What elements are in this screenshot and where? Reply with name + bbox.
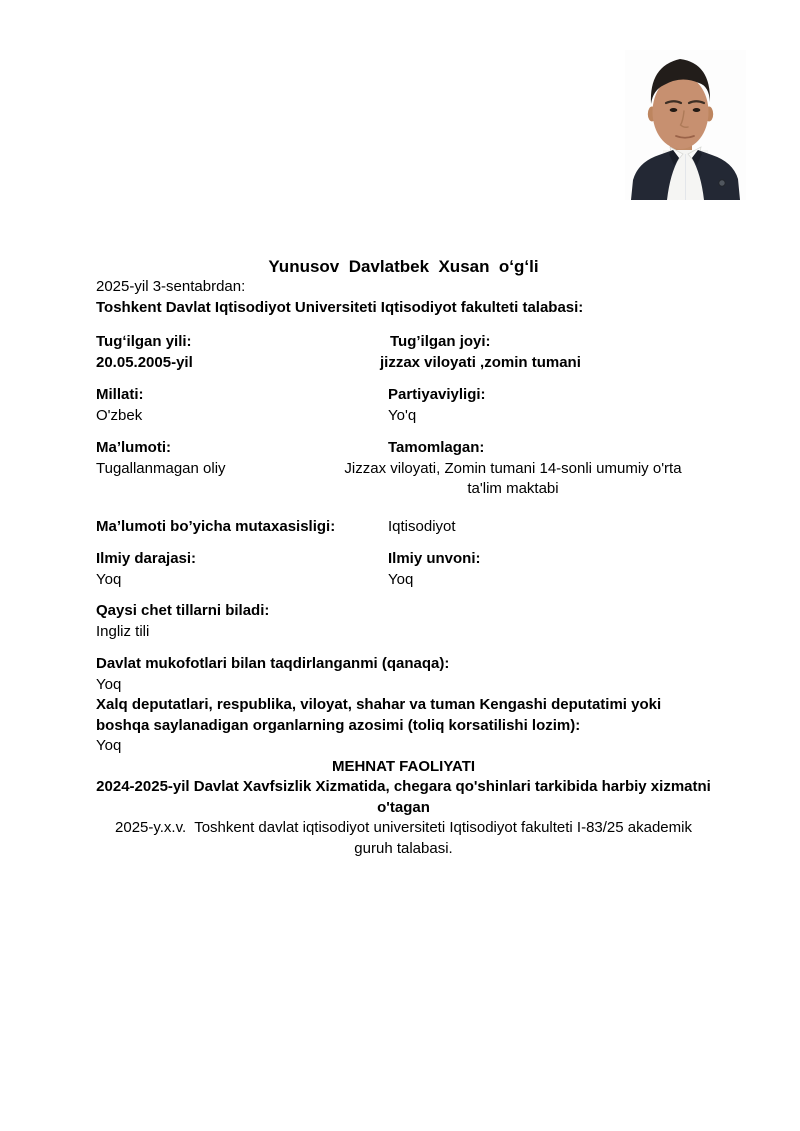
field-label-graduated: Tamomlagan: xyxy=(388,439,485,456)
date-line: 2025-yil 3-sentabrdan: xyxy=(96,278,246,295)
field-languages xyxy=(96,601,711,642)
field-row-academic xyxy=(96,549,711,590)
field-label-party: Partiyaviyligi: xyxy=(388,386,486,403)
work-history-heading: MEHNAT FAOLIYATI xyxy=(331,757,476,775)
field-birth-place xyxy=(380,332,711,373)
field-party xyxy=(388,385,711,426)
field-value-party: Yo'q xyxy=(388,406,417,424)
field-deputy xyxy=(96,695,711,757)
portrait-photo xyxy=(625,50,746,200)
field-label-languages: Qaysi chet tillarni biladi: xyxy=(96,602,270,619)
field-value-state-awards: Yoq xyxy=(96,675,122,693)
field-value-graduated: Jizzax viloyati, Zomin tumani 14-sonli umumiy o'rta ta'lim maktabi xyxy=(344,459,682,497)
work-history-entry: 2025-y.x.v. Toshkent davlat iqtisodiyot universiteti Iqtisodiyot fakulteti I-83/25 akademik guruh talabasi. xyxy=(115,819,697,857)
field-label-birth-place: Tug’ilgan joyi: xyxy=(390,333,491,350)
field-birth-year xyxy=(96,332,388,373)
field-label-academic-degree: Ilmiy darajasi: xyxy=(96,550,197,567)
document-body xyxy=(96,256,715,859)
field-value-specialization: Iqtisodiyot xyxy=(388,517,456,535)
position-line: Toshkent Davlat Iqtisodiyot Universiteti Iqtisodiyot fakulteti talabasi: xyxy=(96,298,584,316)
field-row-birth xyxy=(96,332,711,373)
field-label-state-awards: Davlat mukofotlari bilan taqdirlanganmi (qanaqa): xyxy=(96,655,450,672)
field-nationality xyxy=(96,385,388,426)
field-label-nationality: Millati: xyxy=(96,386,144,403)
field-row-nationality-party xyxy=(96,385,711,426)
field-label-specialization: Ma’lumoti bo’yicha mutaxasisligi: xyxy=(96,517,336,535)
portrait-photo-image xyxy=(625,50,746,200)
field-row-specialization xyxy=(96,517,711,538)
field-academic-degree xyxy=(96,549,388,590)
field-graduated xyxy=(344,438,711,500)
field-value-academic-degree: Yoq xyxy=(96,570,122,588)
field-value-birth-place: jizzax viloyati ,zomin tumani xyxy=(380,353,581,371)
field-label-education: Ma’lumoti: xyxy=(96,439,171,456)
field-label-birth-year: Tugʻilgan yili: xyxy=(96,333,192,350)
field-value-nationality: O'zbek xyxy=(96,406,143,424)
field-value-languages: Ingliz tili xyxy=(96,622,150,640)
field-label-academic-title: Ilmiy unvoni: xyxy=(388,550,481,567)
field-value-academic-title: Yoq xyxy=(388,570,414,588)
field-state-awards xyxy=(96,654,711,695)
field-label-deputy: Xalq deputatlari, respublika, viloyat, shahar va tuman Kengashi deputatimi yoki boshqa saylanadigan organlarning azosimi (toliq korsatilishi lozim): xyxy=(96,696,662,734)
field-value-education: Tugallanmagan oliy xyxy=(96,459,226,477)
field-value-deputy: Yoq xyxy=(96,737,122,754)
field-value-birth-year: 20.05.2005-yil xyxy=(96,353,193,371)
work-history-entry: 2024-2025-yil Davlat Xavfsizlik Xizmatida, chegara qo'shinlari tarkibida harbiy xizmatni o'tagan xyxy=(96,778,715,816)
field-academic-title xyxy=(388,549,711,590)
person-name-title: Yunusov Davlatbek Xusan oʻgʻli xyxy=(268,257,539,276)
field-row-education-graduated xyxy=(96,438,711,500)
